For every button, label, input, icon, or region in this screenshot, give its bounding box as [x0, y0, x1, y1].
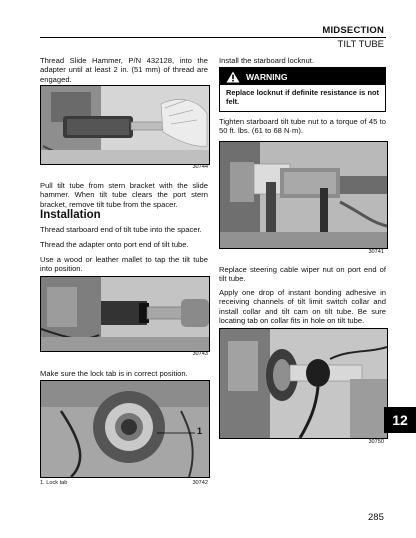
paragraph-lock-tab: Make sure the lock tab is in correct position.	[40, 369, 188, 378]
paragraph-wiper-nut: Replace steering cable wiper nut on port end of tilt tube.	[219, 265, 386, 284]
figure-tap-tilt-tube	[40, 276, 210, 352]
warning-header	[220, 68, 385, 85]
subsection-title: TILT TUBE	[337, 39, 384, 50]
section-title: MIDSECTION	[322, 25, 384, 36]
paragraph-pull-tilt-tube: Pull tilt tube from stern bracket with the slide hammer. When tilt tube clears the port stern bracket, remove tilt tube from the spacer.	[40, 181, 208, 209]
figure-number: 30742	[192, 480, 208, 486]
figure-caption: 1. Lock tab	[40, 480, 68, 486]
chapter-tab: 12	[384, 407, 416, 433]
paragraph-thread-starboard: Thread starboard end of tilt tube into the spacer.	[40, 225, 202, 234]
figure-slide-hammer	[40, 85, 210, 165]
paragraph-slide-hammer: Thread Slide Hammer, P/N 432128, into the adapter until at least 2 in. (51 mm) of thread are engaged.	[40, 56, 208, 84]
paragraph-install-locknut: Install the starboard locknut.	[219, 56, 314, 65]
figure-torque-nut	[219, 141, 388, 249]
warning-icon	[226, 71, 240, 83]
page-number: 285	[368, 512, 384, 523]
paragraph-thread-adapter: Thread the adapter onto port end of tilt tube.	[40, 240, 189, 249]
warning-title: WARNING	[246, 71, 288, 82]
section-heading-installation: Installation	[40, 209, 101, 221]
figure-number: 30744	[192, 164, 208, 170]
warning-text: Replace locknut if definite resistance is not felt.	[226, 88, 379, 107]
figure-number: 30741	[368, 249, 384, 255]
callout-number: 1	[197, 426, 203, 436]
paragraph-torque: Tighten starboard tilt tube nut to a torque of 45 to 50 ft. lbs. (61 to 68 N·m).	[219, 117, 386, 136]
figure-number: 30750	[368, 439, 384, 445]
header-rule	[40, 37, 386, 38]
figure-tilt-limit-collar	[219, 328, 388, 439]
figure-number: 30743	[192, 351, 208, 357]
figure-lock-tab	[40, 380, 210, 478]
warning-box	[219, 67, 386, 112]
paragraph-adhesive: Apply one drop of instant bonding adhesive in receiving channels of tilt limit switch collar and install collar and tilt cam on tilt tube. Be sure locating tab on collar fits in hole on tilt tube.	[219, 288, 386, 326]
paragraph-mallet: Use a wood or leather mallet to tap the tilt tube into position.	[40, 255, 208, 274]
